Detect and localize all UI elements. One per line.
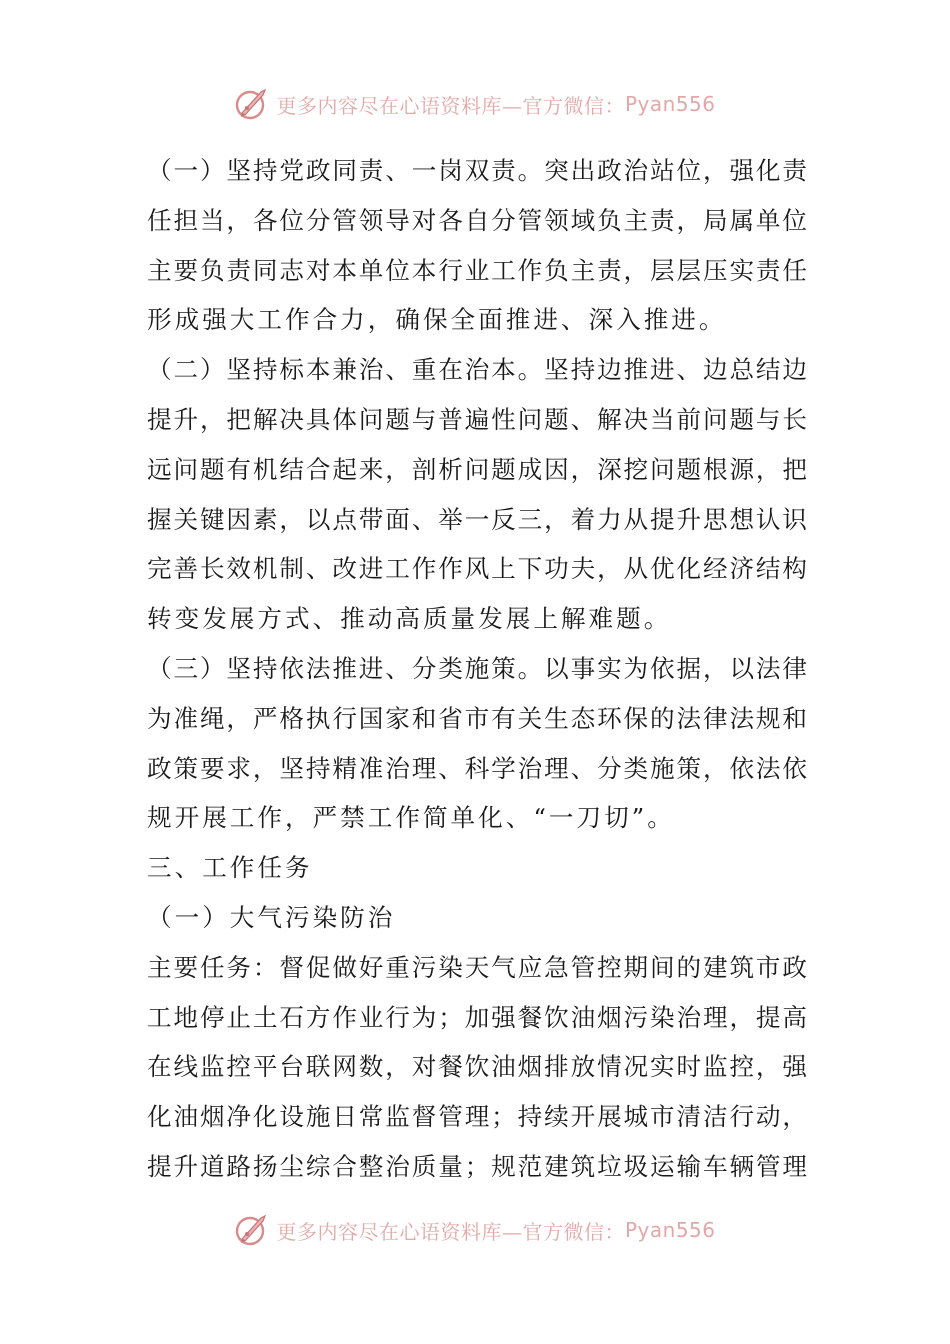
text-line: （一）坚持党政同责、一岗双责。突出政治站位，强化责 [147, 156, 807, 185]
text-line: 提升，把解决具体问题与普遍性问题、解决当前问题与长 [147, 404, 807, 434]
quill-logo-icon [234, 1212, 270, 1248]
document-body [147, 146, 807, 1192]
footer-watermark [0, 1210, 950, 1250]
text-line: 任担当，各位分管领导对各自分管领域负主责，局属单位 [147, 205, 807, 235]
text-line: 主要任务：督促做好重污染天气应急管控期间的建筑市政 [147, 952, 807, 982]
text-line: 化油烟净化设施日常监督管理；持续开展城市清洁行动， [147, 1102, 807, 1132]
header-watermark [0, 84, 950, 124]
text-line: （一）大气污染防治 [147, 902, 396, 932]
watermark-text: 更多内容尽在心语资料库—官方微信： [276, 93, 625, 118]
watermark-wechat-id: Pyan556 [624, 92, 716, 116]
quill-logo-icon [234, 86, 270, 122]
text-line: 形成强大工作合力，确保全面推进、深入推进。 [147, 305, 727, 335]
text-line: 在线监控平台联网数，对餐饮油烟排放情况实时监控，强 [147, 1052, 807, 1082]
text-line: 政策要求，坚持精准治理、科学治理、分类施策，依法依 [147, 753, 807, 783]
text-line: 握关键因素，以点带面、举一反三，着力从提升思想认识 [147, 504, 807, 534]
text-line: 三、工作任务 [147, 853, 313, 883]
watermark-wechat-id: Pyan556 [624, 1218, 716, 1242]
text-line: 工地停止土石方作业行为；加强餐饮油烟污染治理，提高 [147, 1002, 807, 1032]
text-line: 主要负责同志对本单位本行业工作负主责，层层压实责任 [147, 255, 807, 285]
text-line: （二）坚持标本兼治、重在治本。坚持边推进、边总结边 [147, 355, 807, 385]
text-line: 提升道路扬尘综合整治质量；规范建筑垃圾运输车辆管理 [147, 1151, 807, 1181]
text-line: 为准绳，严格执行国家和省市有关生态环保的法律法规和 [147, 703, 807, 733]
text-line: 远问题有机结合起来，剖析问题成因，深挖问题根源，把 [147, 454, 807, 484]
text-line: 规开展工作，严禁工作简单化、“一刀切”。 [147, 803, 675, 833]
text-line: 完善长效机制、改进工作作风上下功夫，从优化经济结构 [147, 554, 807, 584]
text-line: 转变发展方式、推动高质量发展上解难题。 [147, 604, 672, 634]
text-line: （三）坚持依法推进、分类施策。以事实为依据，以法律 [147, 653, 807, 683]
watermark-text: 更多内容尽在心语资料库—官方微信： [276, 1219, 625, 1244]
